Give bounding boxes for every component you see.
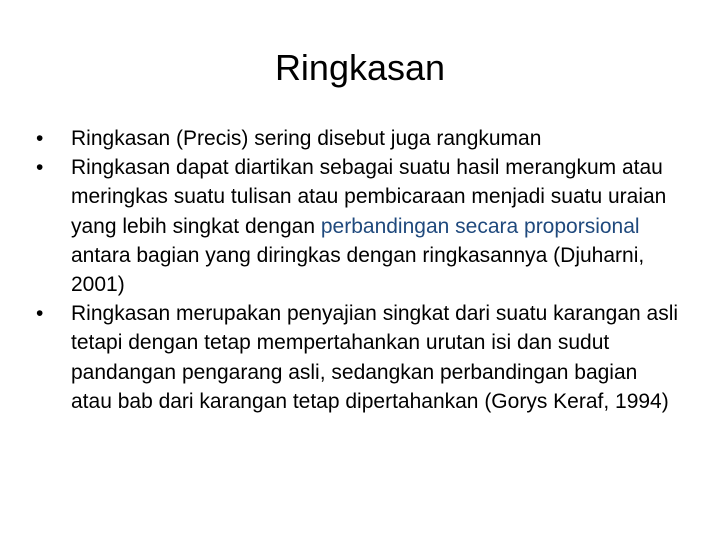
highlighted-phrase: perbandingan secara proporsional	[320, 214, 640, 238]
bullet-text: Ringkasan merupakan penyajian singkat dari suatu karangan asli tetapi dengan tetap mempertahankan urutan isi dan sudut pandangan pengarang asli, sedangkan perbandingan bagian atau bab dari karangan tetap dipertahankan (Gorys Keraf, 1994)	[71, 302, 679, 413]
bullet-icon: •	[36, 302, 44, 326]
bullet-item	[36, 124, 684, 153]
bullet-list	[36, 124, 684, 416]
bullet-item	[36, 153, 684, 299]
bullet-item	[36, 299, 684, 416]
bullet-icon: •	[36, 156, 44, 180]
bullet-text-continued: antara bagian yang diringkas dengan ringkasannya (Djuharni, 2001)	[71, 243, 645, 297]
bullet-text: Ringkasan (Precis) sering disebut juga rangkuman	[71, 127, 542, 150]
bullet-icon: •	[36, 127, 44, 150]
slide-title: Ringkasan	[274, 47, 446, 88]
bullet-text: Ringkasan dapat diartikan sebagai suatu hasil merangkum atau meringkas suatu tulisan atau pembicaraan menjadi suatu uraian yang lebih singkat dengan	[71, 156, 667, 238]
